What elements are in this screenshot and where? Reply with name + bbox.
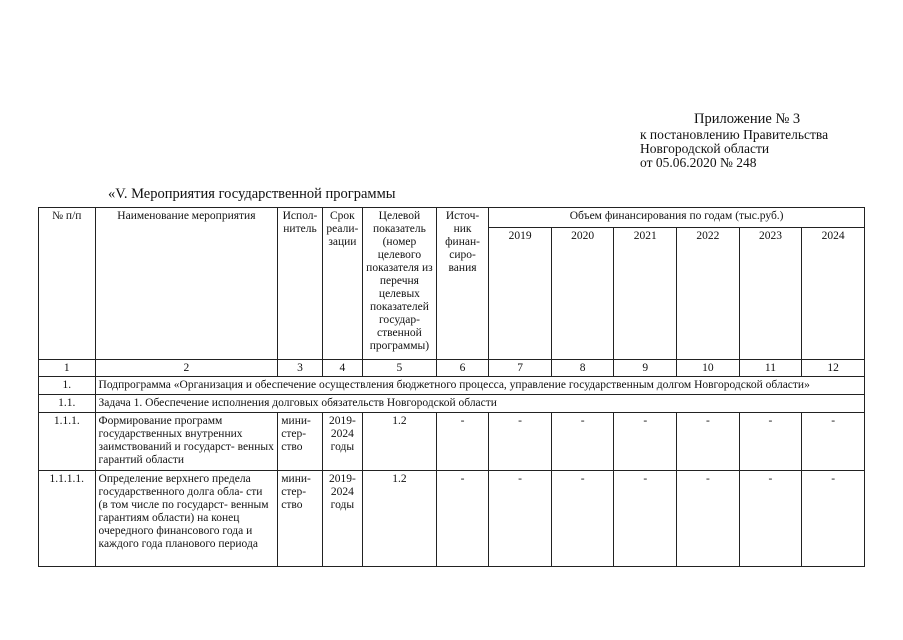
appendix-line-2: Новгородской области xyxy=(640,141,770,156)
column-number: 8 xyxy=(551,360,614,377)
row-value: - xyxy=(677,413,740,471)
column-number: 2 xyxy=(95,360,278,377)
header-year: 2024 xyxy=(802,228,865,360)
column-number: 9 xyxy=(614,360,677,377)
row-target: 1.2 xyxy=(363,413,437,471)
row-target: 1.2 xyxy=(363,471,437,567)
appendix-block xyxy=(640,110,890,170)
row-name: Определение верхнего предела государственного долга обла- сти (в том числе по государст- венным гарантиям области) на конец очередного финансового года и каждого года планового периода xyxy=(95,471,278,567)
header-term: Срок реали- зации xyxy=(322,208,362,360)
subprogram-text: Подпрограмма «Организация и обеспечение осуществления бюджетного процесса, управление государственным долгом Новгородской области» xyxy=(95,377,864,395)
column-number: 10 xyxy=(677,360,740,377)
row-num: 1.1.1. xyxy=(39,413,96,471)
row-value: - xyxy=(677,471,740,567)
row-value: - xyxy=(614,471,677,567)
header-finance: Объем финансирования по годам (тыс.руб.) xyxy=(489,208,865,228)
row-value: - xyxy=(802,471,865,567)
row-term: 2019- 2024 годы xyxy=(322,413,362,471)
row-value: - xyxy=(614,413,677,471)
row-name: Формирование программ государственных внутренних заимствований и государст- венных гарантий области xyxy=(95,413,278,471)
table-row xyxy=(39,413,865,471)
column-number: 11 xyxy=(739,360,802,377)
document-title: «V. Мероприятия государственной программы xyxy=(108,186,396,202)
measures-table xyxy=(38,207,865,567)
row-value: - xyxy=(489,471,552,567)
header-year: 2021 xyxy=(614,228,677,360)
header-year: 2020 xyxy=(551,228,614,360)
header-year: 2019 xyxy=(489,228,552,360)
row-value: - xyxy=(551,471,614,567)
row-num: 1.1.1.1. xyxy=(39,471,96,567)
row-executor: мини- стер- ство xyxy=(278,471,322,567)
row-source: - xyxy=(436,471,489,567)
header-row xyxy=(39,208,865,228)
column-number: 3 xyxy=(278,360,322,377)
row-value: - xyxy=(739,471,802,567)
task-row xyxy=(39,395,865,413)
row-term: 2019- 2024 годы xyxy=(322,471,362,567)
row-source: - xyxy=(436,413,489,471)
header-year: 2023 xyxy=(739,228,802,360)
column-number: 7 xyxy=(489,360,552,377)
subprogram-num: 1. xyxy=(39,377,96,395)
table-row xyxy=(39,471,865,567)
row-value: - xyxy=(551,413,614,471)
appendix-line-3: от 05.06.2020 № 248 xyxy=(640,155,757,170)
header-source: Источ- ник финан- сиро- вания xyxy=(436,208,489,360)
appendix-number: Приложение № 3 xyxy=(694,111,801,127)
header-target: Целевой показатель (номер целевого показателя из перечня целевых показателей государ- ственной программы) xyxy=(363,208,437,360)
row-value: - xyxy=(489,413,552,471)
header-year: 2022 xyxy=(677,228,740,360)
header-executor: Испол- нитель xyxy=(278,208,322,360)
column-number: 4 xyxy=(322,360,362,377)
task-num: 1.1. xyxy=(39,395,96,413)
appendix-line-1: к постановлению Правительства xyxy=(640,127,829,142)
column-number: 5 xyxy=(363,360,437,377)
row-executor: мини- стер- ство xyxy=(278,413,322,471)
column-number: 12 xyxy=(802,360,865,377)
column-number: 1 xyxy=(39,360,96,377)
column-numbers-row xyxy=(39,360,865,377)
header-num: № п/п xyxy=(39,208,96,360)
subprogram-row xyxy=(39,377,865,395)
row-value: - xyxy=(802,413,865,471)
column-number: 6 xyxy=(436,360,489,377)
task-text: Задача 1. Обеспечение исполнения долговых обязательств Новгородской области xyxy=(95,395,864,413)
row-value: - xyxy=(739,413,802,471)
header-name: Наименование мероприятия xyxy=(95,208,278,360)
